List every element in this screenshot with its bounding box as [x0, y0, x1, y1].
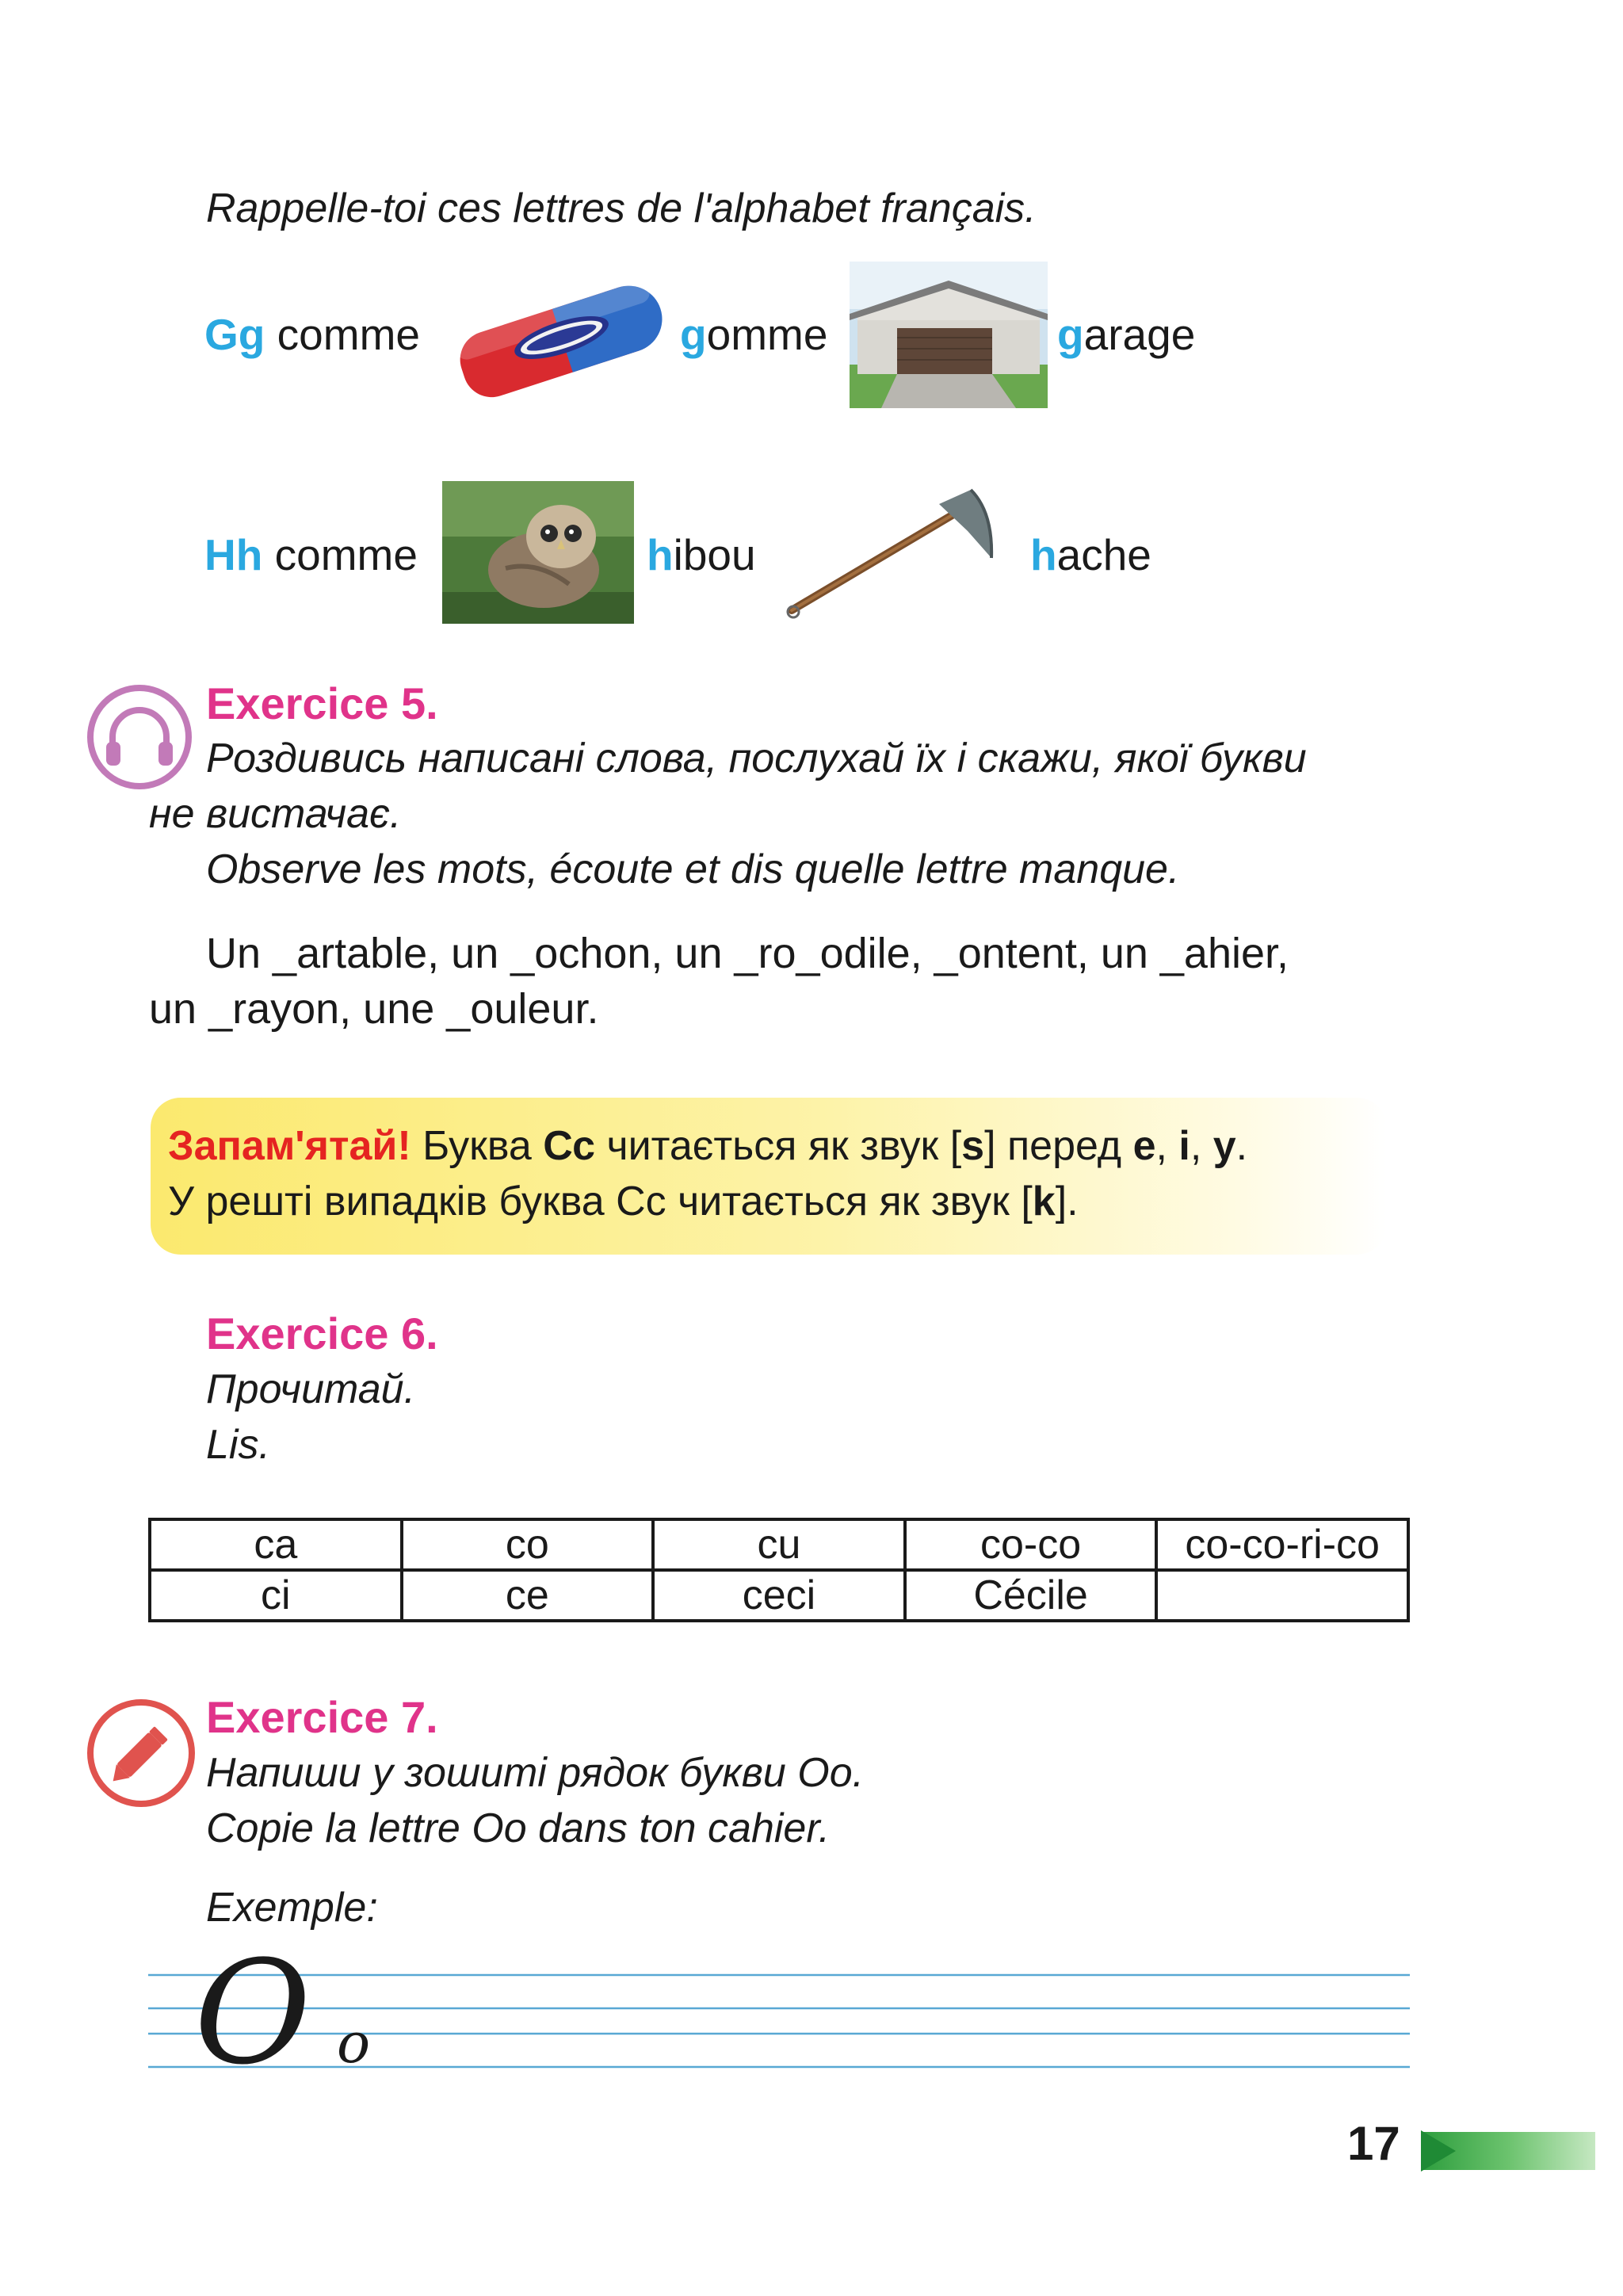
table-cell: co — [402, 1519, 654, 1570]
example-small-letter: o — [337, 2011, 371, 2076]
exercise-7-title: Exercice 7. — [206, 1692, 438, 1742]
garage-image — [850, 262, 1048, 408]
letter-row-h — [204, 531, 418, 579]
table-cell — [1156, 1570, 1408, 1621]
comme-word: comme — [262, 530, 418, 579]
word-hache: hache — [1030, 530, 1151, 579]
play-arrow-icon — [1421, 2130, 1456, 2172]
word-hibou: hibou — [647, 530, 756, 579]
owl-image — [442, 481, 634, 624]
exercise-5-text: Un _artable, un _ochon, un _ro_odile, _ontent, un _ahier, — [206, 930, 1289, 977]
table-cell: ce — [402, 1570, 654, 1621]
remember-box — [151, 1098, 1387, 1255]
word-garage: garage — [1057, 310, 1196, 359]
example-big-letter: O — [194, 1931, 311, 2096]
eraser-image — [444, 273, 675, 410]
table-cell: ceci — [653, 1570, 905, 1621]
exercise-7-example-label: Exemple: — [206, 1885, 378, 1931]
table-row — [150, 1570, 1408, 1621]
exercise-6-instruction-ua: Прочитай. — [206, 1366, 416, 1412]
exercise-5-instruction-ua: Роздивись написані слова, послухай їх і скажи, якої букви — [206, 735, 1307, 781]
exercise-6-instruction-fr: Lis. — [206, 1422, 270, 1468]
table-cell: ca — [150, 1519, 402, 1570]
syllable-table — [148, 1518, 1410, 1622]
remember-label: Запам'ятай! — [168, 1123, 411, 1169]
exercise-5-title: Exercice 5. — [206, 678, 438, 728]
exercise-6-title: Exercice 6. — [206, 1308, 438, 1358]
table-cell: cu — [653, 1519, 905, 1570]
intro-text: Rappelle-toi ces lettres de l'alphabet français. — [206, 185, 1037, 231]
axe-image — [781, 476, 1018, 622]
exercise-5-text-2: un _rayon, une _ouleur. — [149, 985, 599, 1033]
exercise-7-instruction-fr: Copie la lettre Oo dans ton cahier. — [206, 1805, 831, 1851]
word-gomme: gomme — [680, 310, 828, 359]
table-row — [150, 1519, 1408, 1570]
table-cell: co-co — [905, 1519, 1157, 1570]
comme-word: comme — [265, 310, 420, 359]
letter-gg: Gg — [204, 310, 265, 359]
letter-row-g — [204, 311, 420, 358]
letter-hh: Hh — [204, 530, 263, 579]
remember-line-2: У решті випадків буква Сс читається як звук [k]. — [168, 1179, 1079, 1224]
table-cell: Cécile — [905, 1570, 1157, 1621]
table-cell: co-co-ri-co — [1156, 1519, 1408, 1570]
pencil-icon — [86, 1698, 197, 1809]
exercise-7-instruction-ua: Напиши у зошиті рядок букви Оо. — [206, 1750, 865, 1796]
exercise-5-instruction-ua-2: не вистачає. — [149, 791, 402, 837]
remember-line-1: Запам'ятай! Буква Сс читається як звук [s] перед e, i, y. — [168, 1123, 1248, 1169]
headphones-icon — [86, 683, 193, 791]
table-cell: ci — [150, 1570, 402, 1621]
page-number: 17 — [1347, 2117, 1400, 2170]
exercise-5-instruction-fr: Observe les mots, écoute et dis quelle lettre manque. — [206, 846, 1180, 892]
